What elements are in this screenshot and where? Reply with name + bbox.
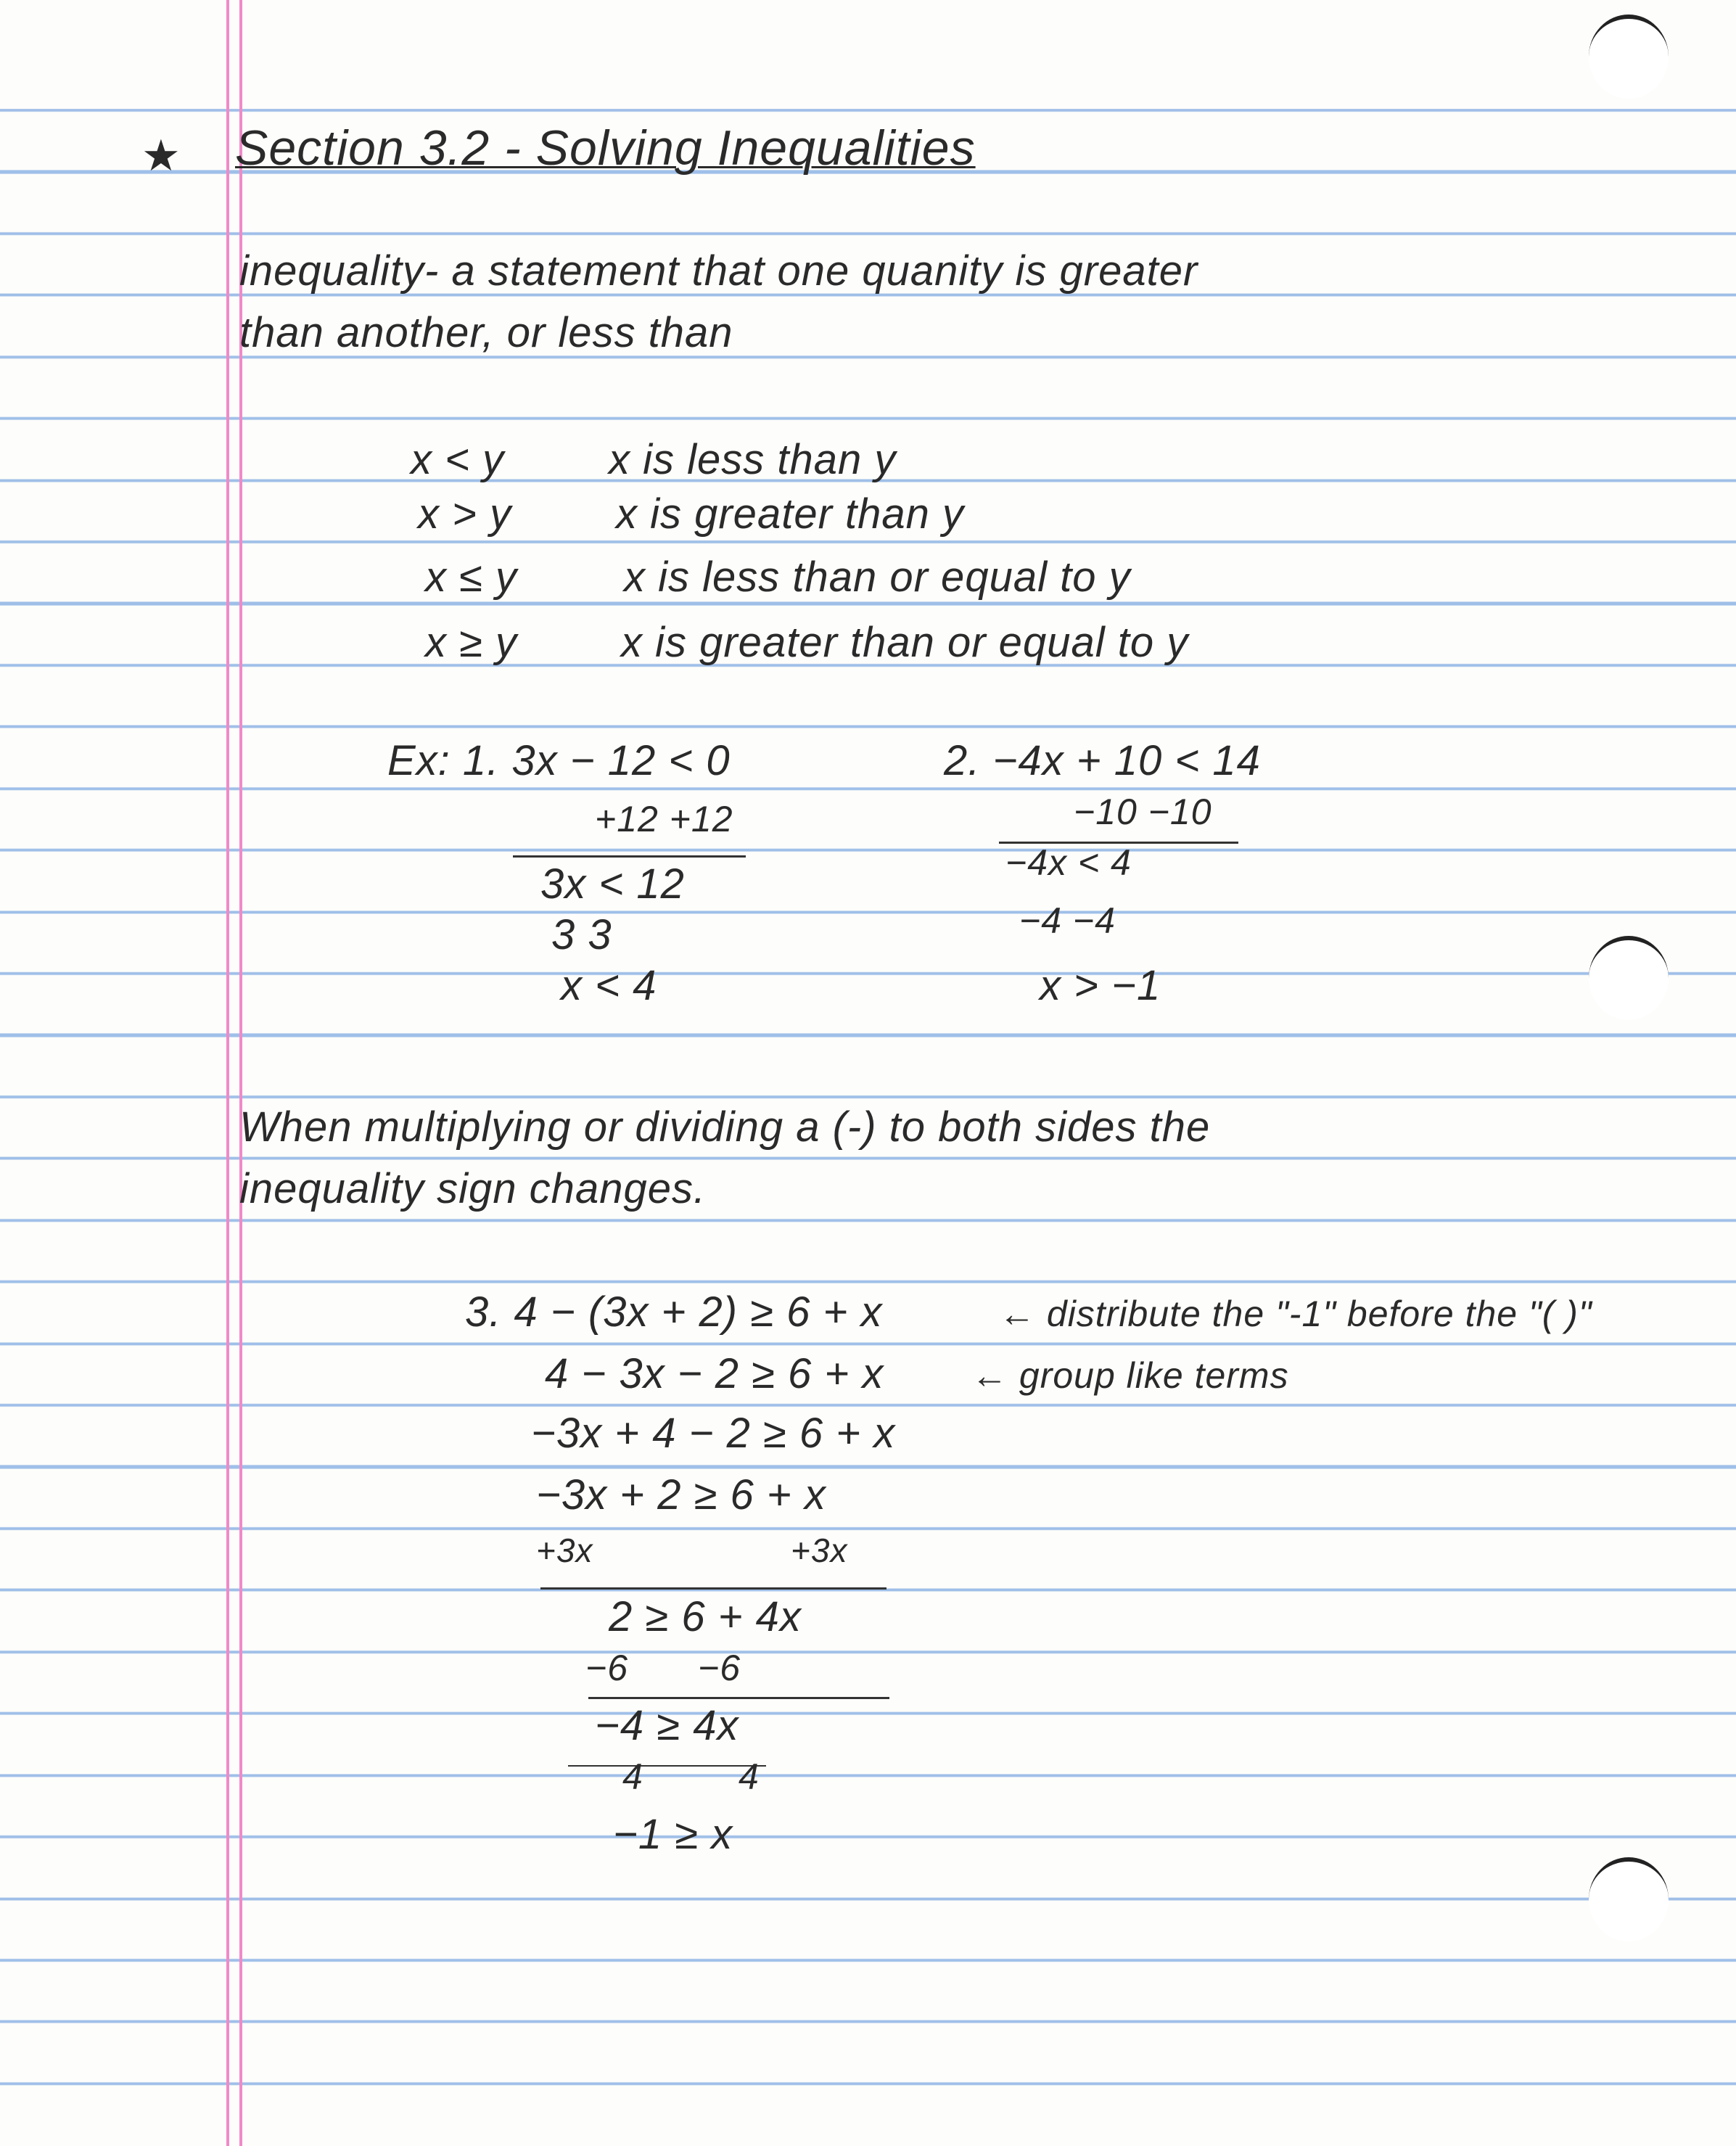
symbol-expr: x < y: [411, 436, 505, 483]
example2-step: −4x < 4: [1005, 842, 1132, 883]
rule-line: inequality sign changes.: [239, 1165, 707, 1212]
example3-step: −6: [585, 1648, 629, 1688]
example3-step: 4 − 3x − 2 ≥ 6 + x: [545, 1350, 884, 1397]
example1-step: 3x < 12: [540, 860, 685, 908]
page-top-margin: [0, 0, 1736, 109]
example1-step: 3 3: [551, 911, 612, 958]
example3-step: +3x: [536, 1532, 593, 1569]
example1-step: +12 +12: [595, 799, 733, 839]
example3-step: 2 ≥ 6 + 4x: [609, 1593, 802, 1640]
punch-hole: [1589, 15, 1669, 99]
symbol-meaning: x is greater than or equal to y: [621, 619, 1189, 666]
example3-step: −3x + 4 − 2 ≥ 6 + x: [531, 1410, 896, 1457]
example3-step: −6: [698, 1648, 741, 1688]
symbol-meaning: x is greater than y: [616, 490, 964, 538]
example2-step: −4 −4: [1019, 900, 1116, 941]
definition-line: inequality- a statement that one quanity is greater: [239, 247, 1198, 295]
divider-line: [513, 855, 746, 858]
symbol-expr: x ≤ y: [425, 554, 518, 601]
example3-step: 4: [739, 1756, 760, 1797]
example3-step: +3x: [791, 1532, 848, 1569]
divider-line: [540, 1587, 886, 1590]
symbol-meaning: x is less than y: [609, 436, 897, 483]
example1-problem: Ex: 1. 3x − 12 < 0: [387, 737, 731, 784]
example3-step: −4 ≥ 4x: [595, 1702, 739, 1749]
example2-answer: x > −1: [1040, 962, 1161, 1009]
symbol-expr: x ≥ y: [425, 619, 518, 666]
rule-line: When multiplying or dividing a (-) to both sides the: [239, 1103, 1211, 1151]
punch-hole: [1589, 1857, 1669, 1941]
example2-step: −10 −10: [1074, 792, 1212, 832]
divider-line: [588, 1697, 889, 1699]
symbol-meaning: x is less than or equal to y: [624, 554, 1131, 601]
page-title: Section 3.2 - Solving Inequalities: [235, 120, 976, 176]
definition-line: than another, or less than: [239, 309, 733, 356]
example1-answer: x < 4: [561, 962, 657, 1009]
example3-note: ← distribute the "-1" before the "( )": [999, 1294, 1592, 1334]
example3-step: 3. 4 − (3x + 2) ≥ 6 + x: [465, 1288, 883, 1336]
symbol-expr: x > y: [418, 490, 512, 538]
example3-step: −3x + 2 ≥ 6 + x: [536, 1471, 826, 1518]
fraction-bar: [568, 1765, 766, 1767]
example3-step: 4: [622, 1756, 643, 1797]
example3-answer: −1 ≥ x: [613, 1811, 733, 1858]
margin-line: [226, 0, 229, 2146]
star-icon: ★: [141, 131, 181, 180]
punch-hole: [1589, 936, 1669, 1020]
example3-note: ← group like terms: [971, 1355, 1289, 1396]
example2-problem: 2. −4x + 10 < 14: [944, 737, 1261, 784]
